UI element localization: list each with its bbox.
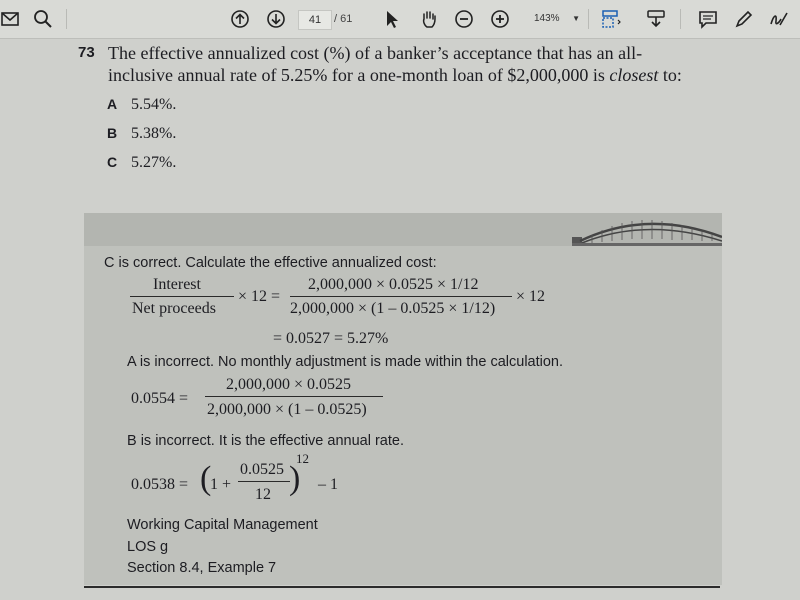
eq2-lhs: 0.0554 = (131, 390, 189, 407)
eq2-denominator: 2,000,000 × (1 – 0.0525) (207, 401, 367, 418)
option-text: 5.54%. (131, 96, 177, 113)
option-a-explanation: A is incorrect. No monthly adjustment is made within the calculation. (127, 354, 564, 370)
page-number-input[interactable]: 41 (298, 10, 332, 30)
eq3-fraction-bar (238, 481, 290, 482)
eq1-multiply-right: × 12 (516, 288, 546, 305)
eq3-numerator: 0.0525 (240, 461, 284, 478)
pdf-toolbar (0, 0, 800, 39)
option-letter: C (107, 154, 118, 170)
zoom-select[interactable] (522, 10, 584, 28)
reference-los: LOS g (127, 539, 169, 555)
page-up-icon[interactable] (229, 8, 251, 30)
eq1-denominator-left: Net proceeds (132, 300, 216, 317)
eq1-result: = 0.0527 = 5.27% (273, 330, 389, 347)
sign-icon[interactable] (768, 8, 790, 30)
page-total: / 61 (334, 13, 353, 25)
solution-header-band (84, 213, 722, 246)
eq1-denominator-right: 2,000,000 × (1 – 0.0525 × 1/12) (290, 300, 496, 317)
correct-answer-line: C is correct. Calculate the effective annualized cost: (104, 255, 437, 271)
reference-topic: Working Capital Management (127, 517, 318, 533)
eq3-lhs: 0.0538 = (131, 476, 189, 493)
zoom-out-icon[interactable] (453, 8, 475, 30)
mail-icon[interactable] (0, 8, 22, 30)
comment-icon[interactable] (697, 8, 719, 30)
reference-section: Section 8.4, Example 7 (127, 560, 277, 576)
option-text: 5.27%. (131, 154, 177, 171)
question-line-1: The effective annualized cost (%) of a banker’s acceptance that has an all- (108, 43, 643, 63)
zoom-value: 143% (534, 13, 560, 24)
option-letter: B (107, 125, 118, 141)
eq2-fraction-bar (205, 396, 383, 397)
eq3-one-plus: 1 + (210, 476, 232, 493)
question-line-2 (108, 64, 728, 86)
option-letter: A (107, 96, 118, 112)
question-emphasis: closest (609, 65, 659, 85)
bridge-illustration-icon (572, 215, 722, 246)
hand-tool-icon[interactable] (418, 8, 440, 30)
chevron-down-icon: ▼ (572, 14, 580, 23)
eq3-left-paren: ( (200, 460, 212, 497)
question-number: 73 (78, 44, 95, 61)
toolbar-separator (680, 9, 681, 29)
eq1-fraction-bar-right (290, 296, 512, 297)
eq3-tail: – 1 (318, 476, 338, 493)
eq1-numerator-right: 2,000,000 × 0.0525 × 1/12 (308, 276, 479, 293)
toolbar-separator (66, 9, 67, 29)
pen-icon[interactable] (733, 8, 755, 30)
eq2-numerator: 2,000,000 × 0.0525 (226, 376, 352, 393)
question-line-2-part: inclusive annual rate of 5.25% for a one-month loan of $2,000,000 is (108, 65, 610, 85)
fit-page-icon[interactable] (600, 8, 622, 30)
bottom-rule (84, 586, 720, 588)
zoom-in-icon[interactable] (489, 8, 511, 30)
eq1-multiply: × 12 = (238, 288, 281, 305)
page-down-icon[interactable] (265, 8, 287, 30)
download-icon[interactable] (645, 8, 667, 30)
eq1-fraction-bar-left (130, 296, 234, 297)
eq3-denominator: 12 (255, 486, 271, 503)
question-text (108, 42, 728, 86)
option-b-explanation: B is incorrect. It is the effective annual rate. (127, 433, 404, 449)
toolbar-separator (588, 9, 589, 29)
option-text: 5.38%. (131, 125, 177, 142)
search-icon[interactable] (32, 8, 54, 30)
eq1-numerator-left: Interest (153, 276, 201, 293)
option-c (107, 154, 176, 172)
option-a (107, 96, 176, 114)
question-line-2-end: to: (658, 65, 682, 85)
eq3-right-paren: ) (289, 460, 301, 497)
select-cursor-icon[interactable] (381, 8, 403, 30)
option-b (107, 125, 176, 143)
eq3-exponent: 12 (296, 451, 309, 466)
